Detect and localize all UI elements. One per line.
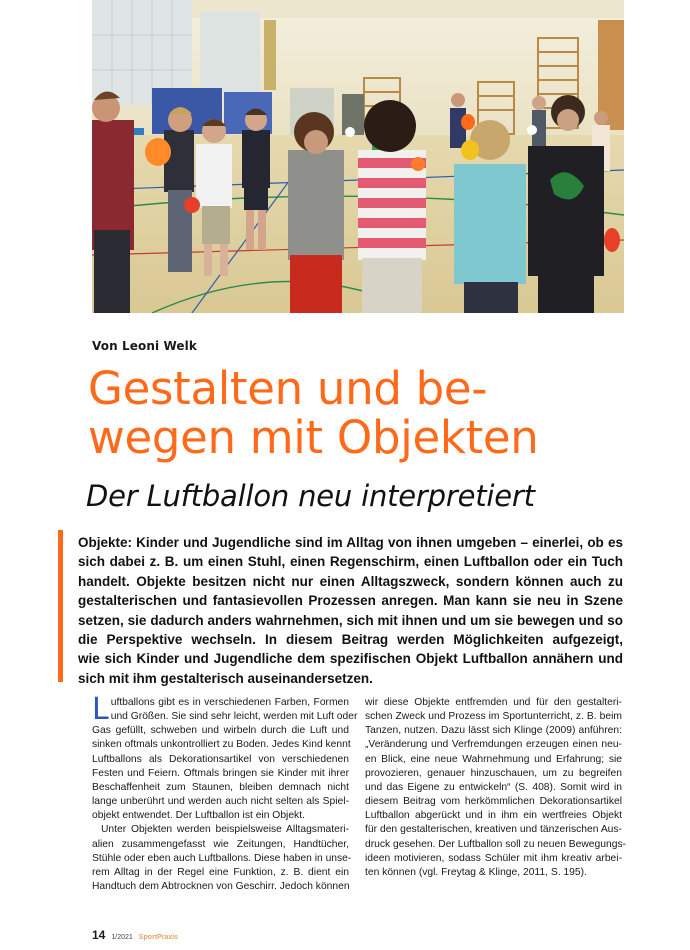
author-byline: Von Leoni Welk [92,339,197,353]
body-line: Beschaffenheit zum Staunen, bleiben demnach nicht [92,781,349,793]
body-line: provozieren, genauer hinzuschauen, um zu begreifen [365,767,622,779]
lead-line: die Perspektive wechseln. In diesem Beitrag werden Möglichkeiten aufgezeigt, [78,632,623,648]
body-line: „Veränderung und Verfremdungen erzeugen einen neu- [365,739,622,751]
body-line: objekt entwendet. Der Luftballon ist ein Objekt. [92,810,305,822]
article-title [88,364,628,462]
issue-number: 1/2021 [111,934,133,941]
lead-line: handelt. Objekte besitzen nicht nur einen Alltagszweck, sondern können auch zu [78,573,623,589]
title-line-2: wegen mit Objekten [88,411,539,464]
drop-cap: L [92,692,109,727]
body-line: ten können (vgl. Freytag & Klinge, 2011, S. 195). [365,866,587,878]
lead-accent-bar [58,530,63,682]
body-line: ideen motivieren, sodass Schüler mit ihm kreativ arbei- [365,852,622,864]
page-footer [92,928,178,942]
body-line: lange unberührt und werden auch nicht selten als Spiel- [92,796,349,808]
body-line: en Blick, eine neue Wahrnehmung und Erfahrung; sie [365,753,622,765]
body-line: Stühle oder eben auch Luftballons. Diese haben in unse- [92,852,352,864]
lead-paragraph [78,533,623,688]
magazine-name: SportPraxis [138,934,179,941]
title-line-1: Gestalten und be- [88,362,488,415]
body-line: wir diese Objekte entfremden und für den gestalteri- [365,697,622,708]
page-number: 14 [92,928,106,942]
lead-line: sich mit ihm gestalterisch auseinandersetzen. [78,670,373,686]
lead-line: wie sich Kinder und Jugendliche dem spezifischen Objekt Luftballon annähern und [78,651,623,667]
body-line: sinken oftmals unkontrolliert zu Boden. Jedes Kind kennt [92,739,351,751]
lead-line: Objekte: Kinder und Jugendliche sind im Alltag von ihnen umgeben – einerlei, ob es [78,535,623,550]
body-line: Luftballons als Dekorationsartikel von verschiedenen [92,753,349,765]
body-line: druck gesehen. Der Luftballon soll zu neuen Bewegungs- [365,838,627,850]
body-line: diesem Beitrag vom herkömmlichen Dekorationsartikel [365,796,622,808]
body-line: alien zusammengefasst wie Zeitungen, Handtücher, [92,838,349,850]
lead-line: setzen, sie dadurch anders wahrnehmen, sich mit ihnen und um sie bewegen und so [78,612,623,628]
body-line: uftballons gibt es in verschiedenen Farben, Formen [110,697,349,708]
body-line: Handtuch dem Abtrocknen von Geschirr. Jedoch können [92,881,350,893]
lead-line: sich dabei z. B. um einen Stuhl, einen Regenschirm, einen Luftballon oder ein Tuch [78,554,623,570]
body-column-left [92,692,358,894]
body-line: für den gestalterischen, kreativen und tänzerischen Aus- [365,824,622,836]
body-line: Tanzen, nutzen. Dazu lässt sich Klinge (2009) anführen: [365,725,622,737]
body-line: rem Alltag in der Regel eine Funktion, z. B. dient ein [92,866,349,878]
body-line: Unter Objekten werden beispielsweise Alltagsmateri- [101,824,349,836]
body-line: und das Eigene zu entwickeln“ (S. 408). Somit wird in [365,781,622,793]
body-line: Festen und Feiern. Oftmals bringen sie Kinder mit ihrer [92,767,349,779]
article-subtitle: Der Luftballon neu interpretiert [86,479,535,513]
body-line: schen Zweck und Prozess im Sportunterricht, z. B. beim [365,711,622,723]
gym-photo [92,0,624,313]
body-line: Gas gefüllt, schweben und wirbeln durch die Luft und [92,725,349,737]
body-line: und Größen. Sie sind sehr leicht, werden mit Luft oder [110,711,358,723]
lead-line: gestalterischen und fantasievollen Prozessen anregen. Man kann sie neu in Szene [78,593,623,609]
body-column-right [365,696,627,880]
body-line: Luftballon abgerückt und in ihm ein wertfreies Objekt [365,810,622,822]
